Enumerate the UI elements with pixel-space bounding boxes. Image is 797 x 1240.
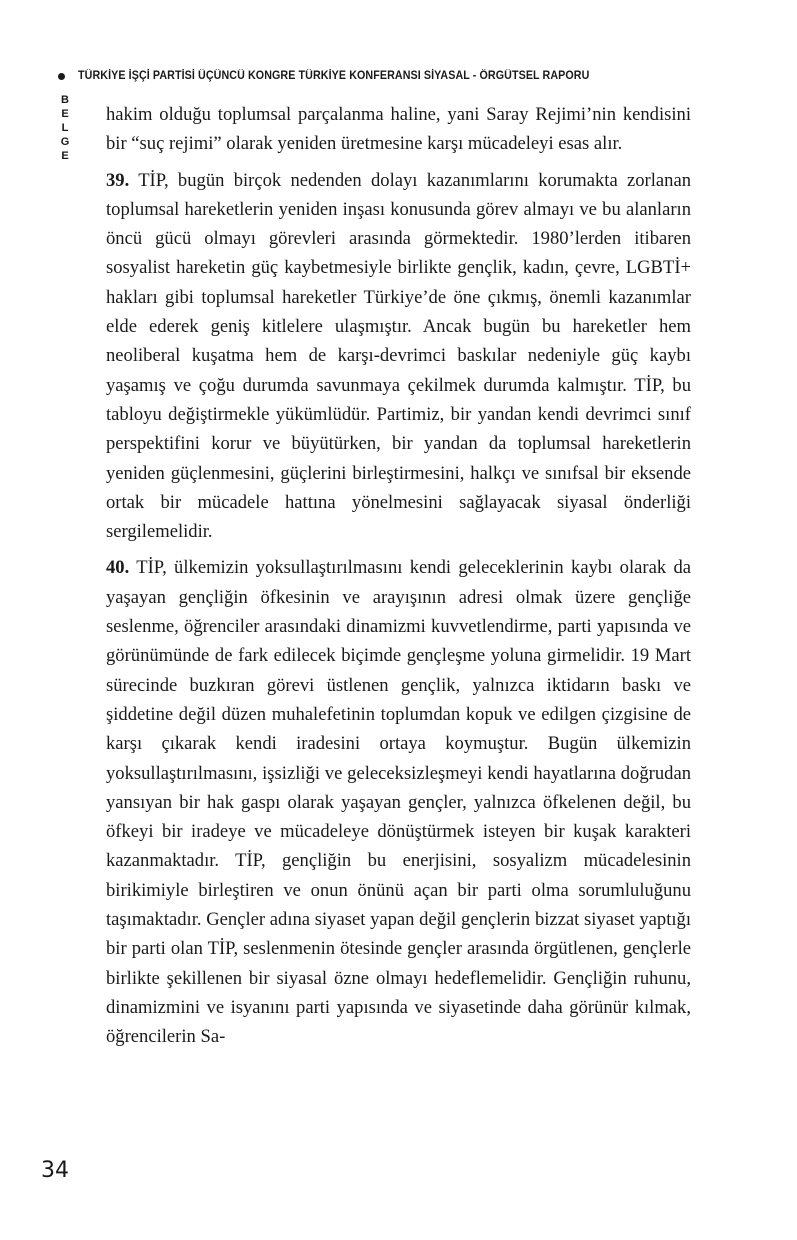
running-header [58, 67, 758, 85]
bullet-icon [58, 73, 65, 80]
running-header-title: TÜRKİYE İŞÇİ PARTİSİ ÜÇÜNCÜ KONGRE TÜRKİYE KONFERANSI SİYASAL - ÖRGÜTSEL RAPORU [78, 70, 590, 82]
page-number: 34 [41, 1158, 69, 1183]
paragraph-text: TİP, ülkemizin yoksullaştırılmasını kendi geleceklerinin kaybı olarak da yaşayan gençliğin öfkesinin ve arayışının adresi olmak üzere gençliğe seslenme, öğrenciler arasındaki dinamizmi kuvvetlendirme, parti yapısında ve görünümünde de fark edilecek biçimde gençleşme yoluna girmelidir. 19 Mart sürecinde buzkıran görevi üstlenen gençlik, yalnızca iktidarın baskı ve şiddetine değil düzen muhalefetinin toplumdan kopuk ve edilgen çizgisine de karşı çıkarak kendi iradesini ortaya koymuştur. Bugün ülkemizin yoksullaştırılmasını, işsizliği ve geleceksizleşmeyi kendi hayatlarına doğrudan yansıyan bir hak gaspı olarak yaşayan gençler, yalnızca öfkelenen değil, bu öfkeyi bir iradeye ve mücadeleye dönüştürmek isteyen bir kuşak karakteri kazanmaktadır. TİP, gençliğin bu enerjisini, sosyalizm mücadelesinin birikimiyle birleştiren ve onun önünü açan bir parti olma sorumluluğunu taşımaktadır. Gençler adına siyaset yapan değil gençlerin bizzat siyaset yaptığı bir parti olan TİP, seslenmenin ötesinde gençler arasında örgütlenen, gençlerle birlikte şekillenen bir siyasal özne olmayı hedeflemelidir. Gençliğin ruhunu, dinamizmini ve isyanını parti yapısında ve siyasetinde daha görünür kılmak, öğrencilerin Sa- [106, 557, 691, 1048]
paragraph-number: 40. [106, 557, 130, 579]
paragraph-40 [106, 553, 691, 1051]
paragraph-39 [106, 166, 691, 547]
section-side-label: BELGE [60, 94, 70, 162]
paragraph-continued [106, 100, 691, 159]
paragraph-text: hakim olduğu toplumsal parçalanma haline, yani Saray Rejimi’nin kendisini bir “suç rejimi” olarak yeniden üretmesine karşı mücadeleyi esas alır. [106, 104, 691, 155]
paragraph-number: 39. [106, 169, 130, 191]
paragraph-text: TİP, bugün birçok nedenden dolayı kazanımlarını korumakta zorlanan toplumsal hareketlerin yeniden inşası konusunda görev almayı ve bu alanların öncü gücü olmayı görevleri arasında görmektedir. 1980’lerden itibaren sosyalist hareketin güç kaybetmesiyle birlikte gençlik, kadın, çevre, LGBTİ+ hakları gibi toplumsal hareketler Türkiye’de öne çıkmış, önemli kazanımlar elde ederek geniş kitlelere ulaşmıştır. Ancak bugün bu hareketler hem neoliberal kuşatma hem de karşı-devrimci baskılar nedeniyle güç kaybı yaşamış ve çoğu durumda savunmaya çekilmek durumda kalmıştır. TİP, bu tabloyu değiştirmekle yükümlüdür. Partimiz, bir yandan kendi devrimci sınıf perspektifini korur ve büyütürken, bir yandan da toplumsal hareketlerin yeniden güçlenmesini, güçlerini birleştirmesini, halkçı ve sınıfsal bir eksende ortak bir mücadele hattına yönelmesini sağlayacak siyasal önderliği sergilemelidir. [106, 169, 691, 543]
document-body [106, 100, 691, 1052]
